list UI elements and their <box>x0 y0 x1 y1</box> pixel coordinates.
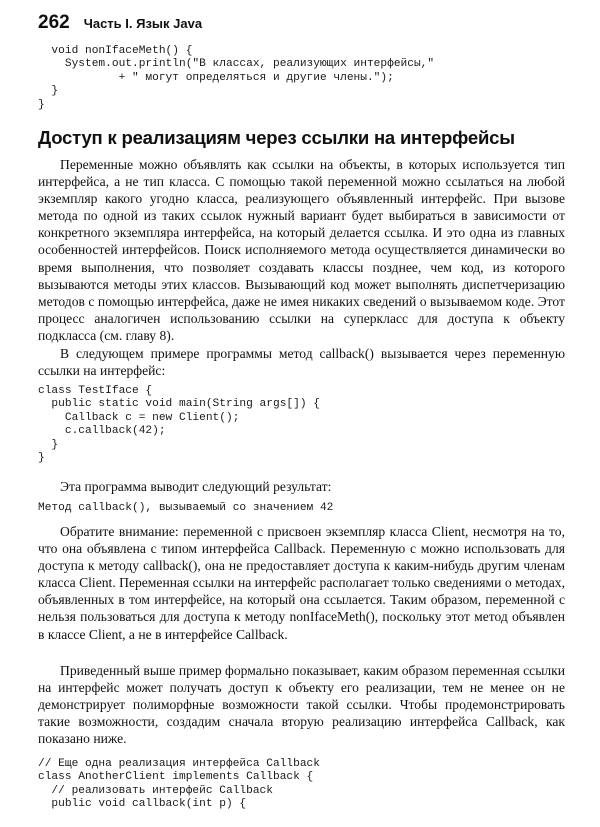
paragraph-3: Эта программа выводит следующий результат: <box>60 479 332 494</box>
paragraph-5: Приведенный выше пример формально показывает, каким образом переменная ссылки на интерфейс может получать доступ к объекту его реализации, тем не менее он не демонстрирует полиморфные возможности такой ссылки. Чтобы продемонстрировать такие возможности, создадим сначала вторую реализацию интерфейса Callback, как показано ниже. <box>38 663 565 747</box>
code-block-middle: class TestIface { public static void main(String args[]) { Callback c = new Client(); c.callback(42); } } <box>38 385 320 465</box>
code-block-bottom: // Еще одна реализация интерфейса Callback class AnotherClient implements Callback { // реализовать интерфейс Callback public void callback(int p) { <box>38 758 320 811</box>
paragraph-1: Переменные можно объявлять как ссылки на объекты, в которых используется тип интерфейса, а не тип класса. С помощью такой переменной можно ссылаться на любой экземпляр какого угодно класса, реализующего объявленный интерфейс. При вызове метода по одной из таких ссылок нужный вариант будет выбираться в зависимости от конкретного экземпляра интерфейса, на который делается ссылка. И это одна из главных особенностей интерфейсов. Поиск исполняемого метода осуществляется динамически во время выполнения, что позволяет создавать классы позднее, чем код, из которого вызываются методы этих классов. Вызывающий код может выполнять диспетчеризацию методов с помощью интерфейса, даже не имея никаких сведений о вызываемом коде. Этот процесс аналогичен использованию ссылки на суперкласс для доступа к объекту подкласса (см. главу 8). <box>38 157 565 343</box>
section-heading: Доступ к реализациям через ссылки на интерфейсы <box>38 127 515 148</box>
code-block-top: void nonIfaceMeth() { System.out.println("В классах, реализующих интерфейсы," + " могут определяться и другие члены."); } } <box>38 45 435 111</box>
running-head: Часть I. Язык Java <box>83 16 203 31</box>
page-number: 262 <box>38 12 70 33</box>
paragraph-2: В следующем примере программы метод callback() вызывается через переменную ссылки на интерфейс: <box>38 346 565 379</box>
program-output: Метод callback(), вызываемый со значением 42 <box>38 502 334 514</box>
page-header <box>38 12 202 34</box>
paragraph-4: Обратите внимание: переменной c присвоен экземпляр класса Client, несмотря на то, что она объявлена с типом интерфейса Callback. Переменную c можно использовать для доступа к методу callback(), она не предоставляет доступа к каким-нибудь другим членам класса Client. Переменная ссылки на интерфейс располагает только сведениями о методах, объявленных в том интерфейсе, на который она ссылается. Таким образом, переменной c нельзя пользоваться для доступа к методу nonIfaceMeth(), поскольку этот метод объявлен в классе Client, а не в интерфейсе Callback. <box>38 524 565 642</box>
